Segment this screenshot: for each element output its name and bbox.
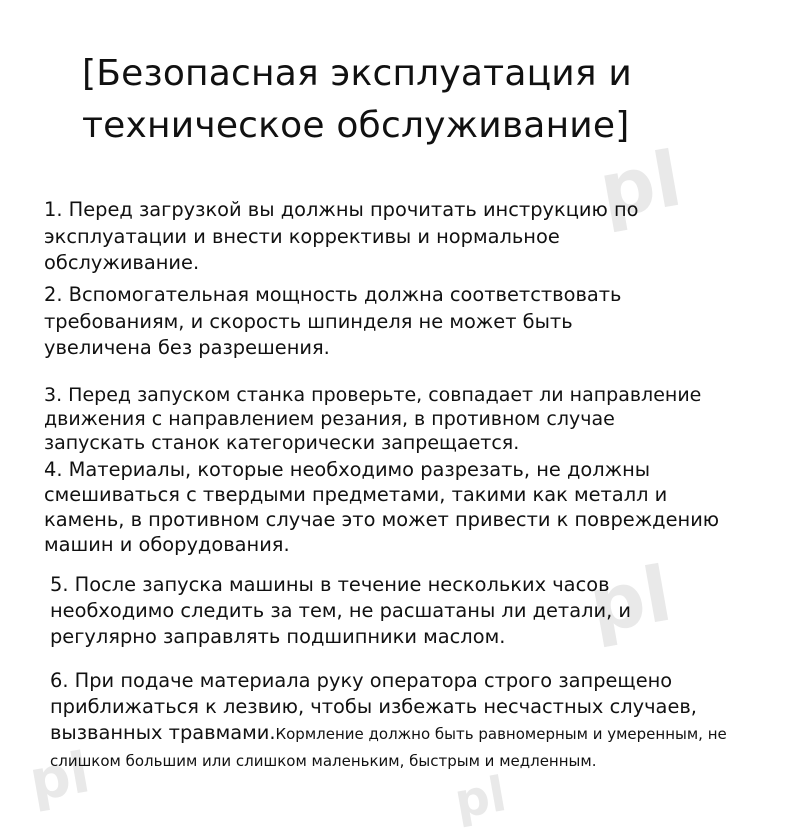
instruction-3: 3. Перед запуском станка проверьте, совпадает ли направление движения с направлением резания, в противном случае запускать станок категорически запрещается. — [44, 384, 702, 454]
page-title: [Безопасная эксплуатация и техническое обслуживание] — [82, 53, 632, 146]
watermark: pl — [450, 766, 511, 830]
instruction-6 — [50, 668, 800, 774]
watermark: pl — [24, 740, 95, 815]
watermark: pl — [592, 133, 688, 236]
instruction-6-main: 6. При подаче материала руку оператора строго запрещено приближаться к лезвию, чтобы избежать несчастных случаев, вызванных травмами. — [50, 669, 697, 744]
instruction-2: 2. Вспомогательная мощность должна соответствовать требованиям, и скорость шпинделя не может быть увеличена без разрешения. — [44, 283, 622, 359]
instruction-4: 4. Материалы, которые необходимо разрезать, не должны смешиваться с твердыми предметами, такими как металл и камень, в противном случае это может привести к повреждению машин и оборудования. — [44, 458, 720, 556]
instruction-6-feeding-note: Кормление должно быть равномерным и умеренным, не слишком большим или слишком маленьким, быстрым и медленным. — [50, 725, 727, 770]
instruction-5: 5. После запуска машины в течение нескольких часов необходимо следить за тем, не расшатаны ли детали, и регулярно заправлять подшипники маслом. — [50, 573, 632, 648]
watermark: pl — [582, 548, 678, 651]
instruction-1: 1. Перед загрузкой вы должны прочитать инструкцию по эксплуатации и внести коррективы и нормальное обслуживание. — [44, 198, 639, 274]
